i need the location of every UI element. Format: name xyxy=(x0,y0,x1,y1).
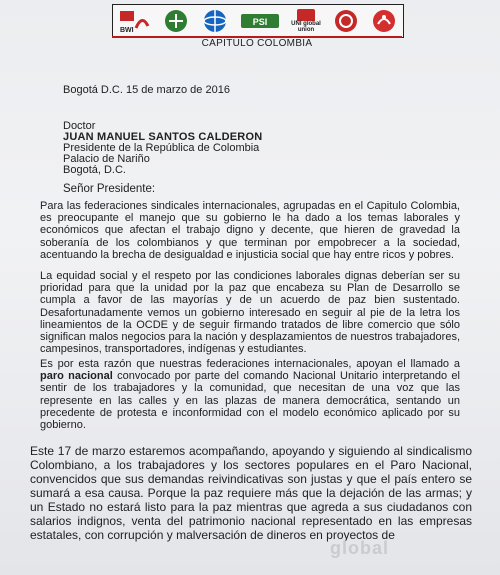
paragraph-3-end: convocado por parte del comando Nacional Unitario interpretando el sentir de los trabajadores y la comunidad, que necesitan de una voz que las represente en las calles y en las plazas de manera democrática, sentando un precedente de protesta e inconformidad con el modelo económico aplicado por su gobierno. xyxy=(40,370,460,432)
bwi-logo-text: BWI xyxy=(120,27,134,34)
letter-date: Bogotá D.C. 15 de marzo de 2016 xyxy=(63,84,230,96)
chapter-title: CAPITULO COLOMBIA xyxy=(112,36,402,50)
letterhead-logos xyxy=(112,4,404,38)
recipient-office: Palacio de Nariño xyxy=(63,153,150,165)
psi-logo xyxy=(240,7,280,35)
industriall-logo xyxy=(332,7,360,35)
uni-logo-text: UNI global union xyxy=(291,21,321,33)
recipient-title: Doctor xyxy=(63,120,96,132)
paragraph-3-start: Es por esta razón que nuestras federaciones internacionales, apoyan el llamado a xyxy=(40,358,460,370)
paragraph-4: Este 17 de marzo estaremos acompañando, apoyando y siguiendo al sindicalismo Colombiano, a los trabajadores y los sectores populares en el Paro Nacional, convencidos que sus demandas reivindicativas son justas y que el país entero se sumará a esa causa. Porque la paz requiere más que la dejación de las armas; y un Estado no estará listo para la paz mientras que agreda a sus ciudadanos con salarios indignos, venta del patrimonio nacional representado en las empresas estatales, con corrupción y malversación de dineros en proyectos de xyxy=(30,444,472,542)
paragraph-3 xyxy=(40,358,460,431)
psi-logo-text: PSI xyxy=(252,17,268,27)
ei-logo xyxy=(370,7,398,35)
paragraph-3-bold: paro nacional xyxy=(40,370,113,383)
watermark: global xyxy=(330,538,389,558)
uni-global-logo xyxy=(290,7,322,35)
recipient-city: Bogotá, D.C. xyxy=(63,164,126,176)
paragraph-1: Para las federaciones sindicales internacionales, agrupadas en el Capitulo Colombia, es preocupante el manejo que su gobierno le ha dado a los temas laborales y económicos que afectan el trabajo digno y decente, que hieren de gravedad la soberanía de los colombianos y que terminan por empobrecer a la sociedad, acentuando la brecha de desigualdad e injusticia social que hay entre ricos y pobres. xyxy=(40,200,460,261)
salutation: Señor Presidente: xyxy=(63,183,156,195)
recipient-role: Presidente de la República de Colombia xyxy=(63,142,260,154)
paragraph-2: La equidad social y el respeto por las condiciones laborales dignas deberían ser su prioridad para que la unidad por la paz que encabeza su Plan de Desarrollo se cumpla a favor de las mayorías y de un acuerdo de paz bien sustentado. Desafortunadamente vemos un gobierno interesado en seguir al pie de la letra los lineamientos de la OCDE y de seguir firmando tratados de libre comercio que sólo significan malos negocios para la nación y desplazamientos de nuestros trabajadores, campesinos, transportadores, indígenas y estudiantes. xyxy=(40,270,460,356)
itf-logo xyxy=(200,7,230,35)
building-workers-logo xyxy=(118,7,152,35)
iuf-logo xyxy=(162,7,190,35)
recipient-name: JUAN MANUEL SANTOS CALDERON xyxy=(63,131,263,143)
